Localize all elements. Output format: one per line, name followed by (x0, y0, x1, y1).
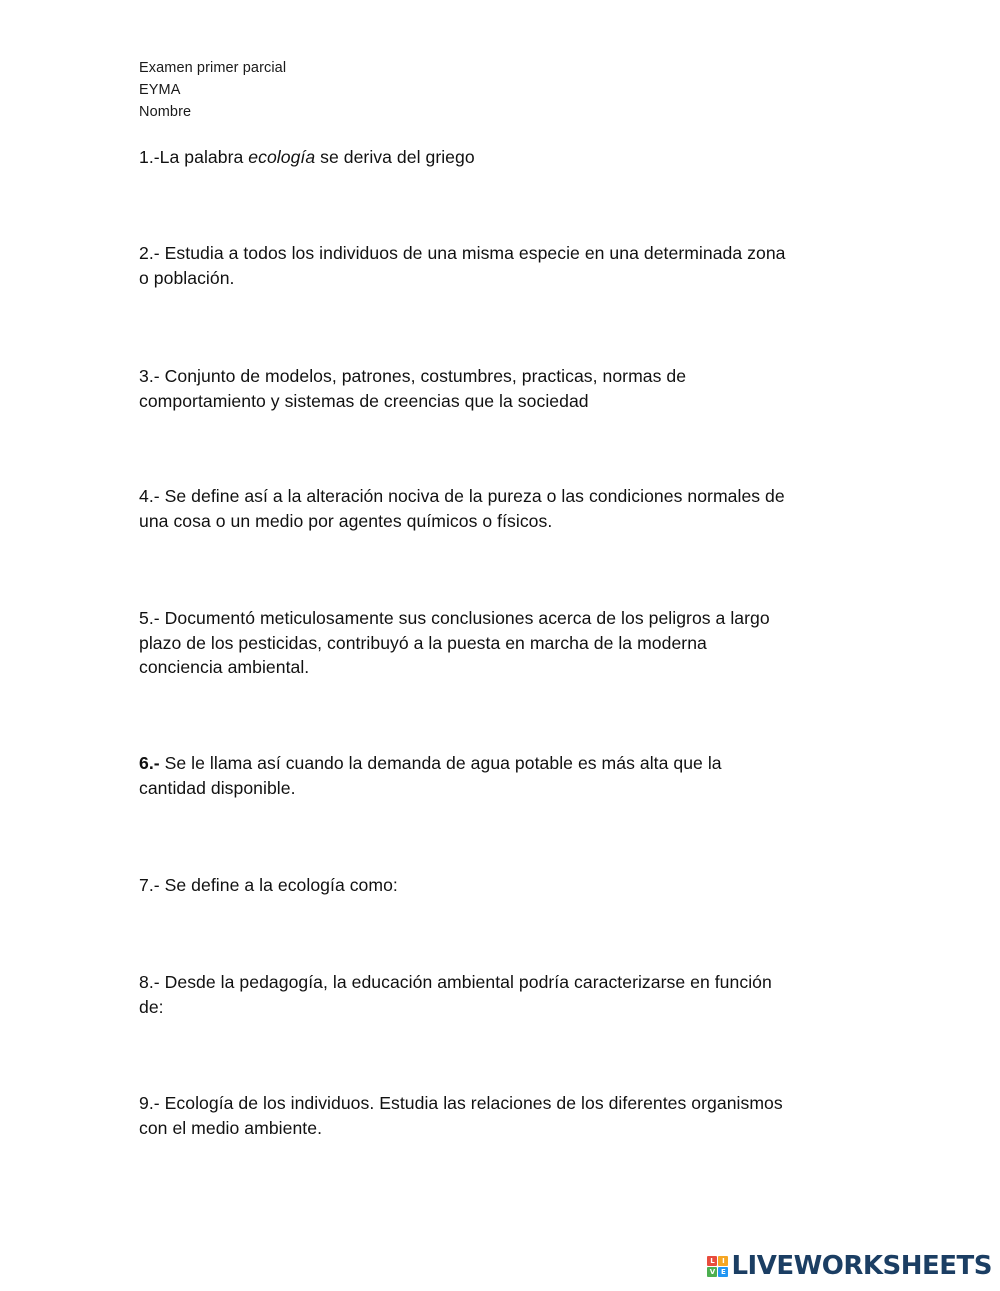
question-3-line-2: comportamiento y sistemas de creencias que la sociedad (139, 390, 589, 411)
question-5-line-3: conciencia ambiental. (139, 657, 310, 677)
exam-title: Examen primer parcial (139, 60, 287, 76)
question-3-line-1: 3.- Conjunto de modelos, patrones, costumbres, practicas, normas de (139, 366, 687, 386)
question-4-line-2: una cosa o un medio por agentes químicos o físicos. (139, 510, 553, 531)
logo-letter-v: V (707, 1267, 717, 1277)
question-6-line-1-text: Se le llama así cuando la demanda de agua potable es más alta que la (159, 753, 722, 773)
question-5-line-2: plazo de los pesticidas, contribuyó a la puesta en marcha de la moderna (139, 632, 707, 653)
logo-letter-l: L (707, 1256, 717, 1266)
question-6-line-1 (139, 751, 859, 776)
question-8-line-1: 8.- Desde la pedagogía, la educación ambiental podría caracterizarse en función (139, 972, 772, 992)
question-5-line-1: 5.- Documentó meticulosamente sus conclusiones acerca de los peligros a largo (139, 608, 770, 628)
liveworksheets-wordmark: LIVEWORKSHEETS (731, 1251, 992, 1281)
question-7 (139, 873, 859, 898)
question-9 (139, 1091, 859, 1140)
question-2-line-2: o población. (139, 267, 235, 288)
question-4 (139, 484, 859, 533)
course-name: EYMA (139, 82, 181, 98)
question-2 (139, 241, 859, 290)
question-8 (139, 970, 859, 1019)
liveworksheets-logo (707, 1251, 992, 1281)
logo-letter-e: E (718, 1267, 728, 1277)
question-2-line-1: 2.- Estudia a todos los individuos de una misma especie en una determinada zona (139, 243, 786, 263)
question-1-italic-word: ecología (248, 147, 316, 167)
question-5 (139, 606, 859, 680)
question-7-line-1: 7.- Se define a la ecología como: (139, 875, 398, 895)
question-1-text-before: 1.-La palabra (139, 147, 249, 167)
question-1-text-after: se deriva del griego (315, 147, 475, 167)
question-6-number: 6.- (139, 753, 160, 773)
liveworksheets-logo-icon (707, 1256, 728, 1277)
logo-letter-i: I (718, 1256, 728, 1266)
question-1 (139, 145, 859, 170)
question-6-line-2: cantidad disponible. (139, 777, 296, 798)
name-label: Nombre (139, 104, 192, 120)
question-4-line-1: 4.- Se define así a la alteración nociva de la pureza o las condiciones normales de (139, 486, 785, 506)
question-9-line-2: con el medio ambiente. (139, 1117, 323, 1138)
question-6 (139, 751, 859, 800)
question-8-line-2: de: (139, 996, 164, 1017)
question-3 (139, 364, 859, 413)
question-9-line-1: 9.- Ecología de los individuos. Estudia las relaciones de los diferentes organismos (139, 1093, 783, 1113)
